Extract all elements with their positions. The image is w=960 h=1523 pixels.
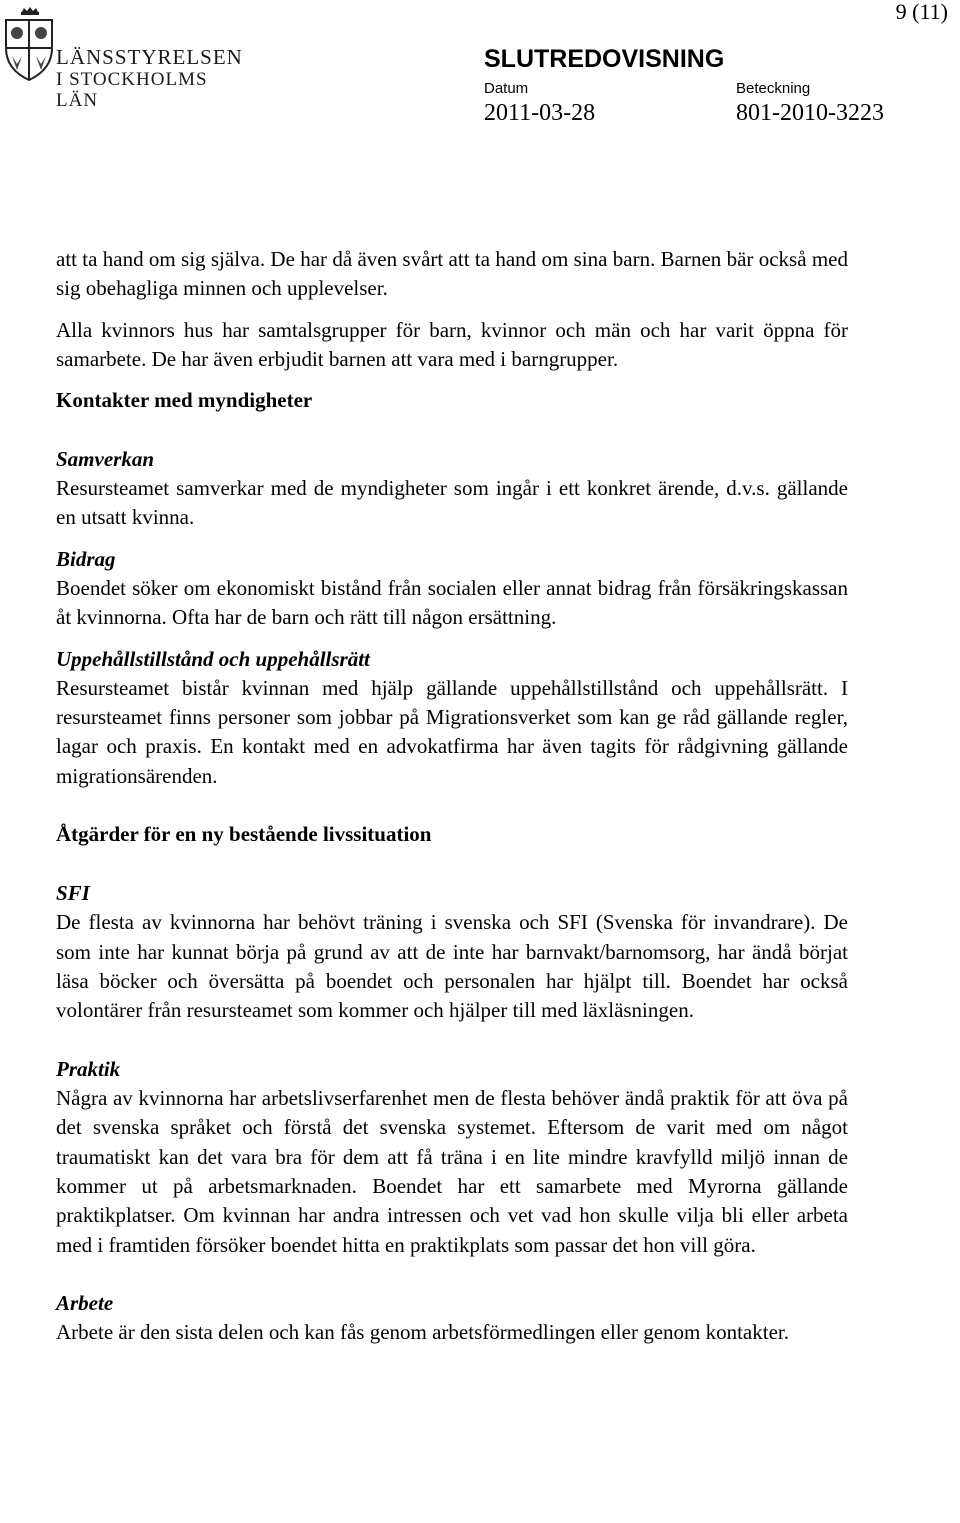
subheading-samverkan: Samverkan	[56, 446, 155, 471]
coat-of-arms-icon	[0, 6, 56, 92]
paragraph-alla-kvinnors-hus: Alla kvinnors hus har samtalsgrupper för barn, kvinnor och män och har varit öppna för samarbete. De har även erbjudit barnen att vara med i barngrupper.	[56, 317, 848, 371]
agency-name	[56, 46, 243, 111]
subheading-sfi: SFI	[56, 880, 90, 905]
subheading-uppehall: Uppehållstillstånd och uppehållsrätt	[56, 646, 370, 671]
paragraph-samverkan: Resursteamet samverkar med de myndigheter som ingår i ett konkret ärende, d.v.s. gällande en utsatt kvinna.	[56, 476, 848, 530]
page-number: 9 (11)	[895, 0, 948, 24]
date-value: 2011-03-28	[484, 100, 596, 126]
heading-kontakter: Kontakter med myndigheter	[56, 388, 313, 413]
agency-name-line2: I STOCKHOLMS LÄN	[56, 69, 208, 111]
reference-label: Beteckning	[736, 80, 811, 97]
subheading-praktik: Praktik	[56, 1056, 121, 1081]
paragraph-sfi: De flesta av kvinnorna har behövt träning i svenska och SFI (Svenska för invandrare). De som inte har kunnat börja på grund av att de inte har barnvakt/barnomsorg, har ändå börjat läsa böcker och översätta på boendet och personalen har hjälpt till. Boendet har också volontärer från resursteamet som kommer och hjälper till med läxläsningen.	[56, 910, 848, 1023]
document-body	[56, 245, 848, 1348]
paragraph-uppehall: Resursteamet bistår kvinnan med hjälp gällande uppehållstillstånd och uppehållsrätt. I resursteamet finns personer som jobbar på Migrationsverket som kan ge råd gällande regler, lagar och praxis. En kontakt med en advokatfirma har även tagits för rådgivning gällande migrationsärenden.	[56, 675, 848, 788]
paragraph-praktik: Några av kvinnorna har arbetslivserfarenhet men de flesta behöver ändå praktik för att öva på det svenska språket och förstå det svenska systemet. Eftersom de varit med om något traumatiskt kan det vara bra för dem att få träna i en lite mindre kravfylld miljö innan de kommer ut på arbetsmarknaden. Boendet har ett samarbete med Myrorna gällande praktikplatser. Om kvinnan har andra intressen och vet vad hon skulle vilja bli eller arbeta med i framtiden försöker boendet hitta en praktikplats som passar det hon vill göra.	[56, 1086, 848, 1257]
paragraph-intro: att ta hand om sig själva. De har då även svårt att ta hand om sina barn. Barnen bär också med sig obehagliga minnen och upplevelser.	[56, 247, 848, 301]
reference-value: 801-2010-3223	[736, 100, 884, 126]
subheading-bidrag: Bidrag	[56, 546, 116, 571]
paragraph-bidrag: Boendet söker om ekonomiskt bistånd från socialen eller annat bidrag från försäkringskassan åt kvinnorna. Ofta har de barn och rätt till någon ersättning.	[56, 575, 848, 630]
paragraph-arbete: Arbete är den sista delen och kan fås genom arbetsförmedlingen eller genom kontakter.	[56, 1320, 789, 1345]
date-label: Datum	[484, 80, 529, 97]
document-type: SLUTREDOVISNING	[484, 45, 725, 73]
heading-atgarder: Åtgärder för en ny bestående livssituation	[56, 822, 432, 847]
agency-name-line1: LÄNSSTYRELSEN	[56, 45, 243, 69]
subheading-arbete: Arbete	[56, 1291, 114, 1316]
agency-logo	[0, 6, 243, 111]
